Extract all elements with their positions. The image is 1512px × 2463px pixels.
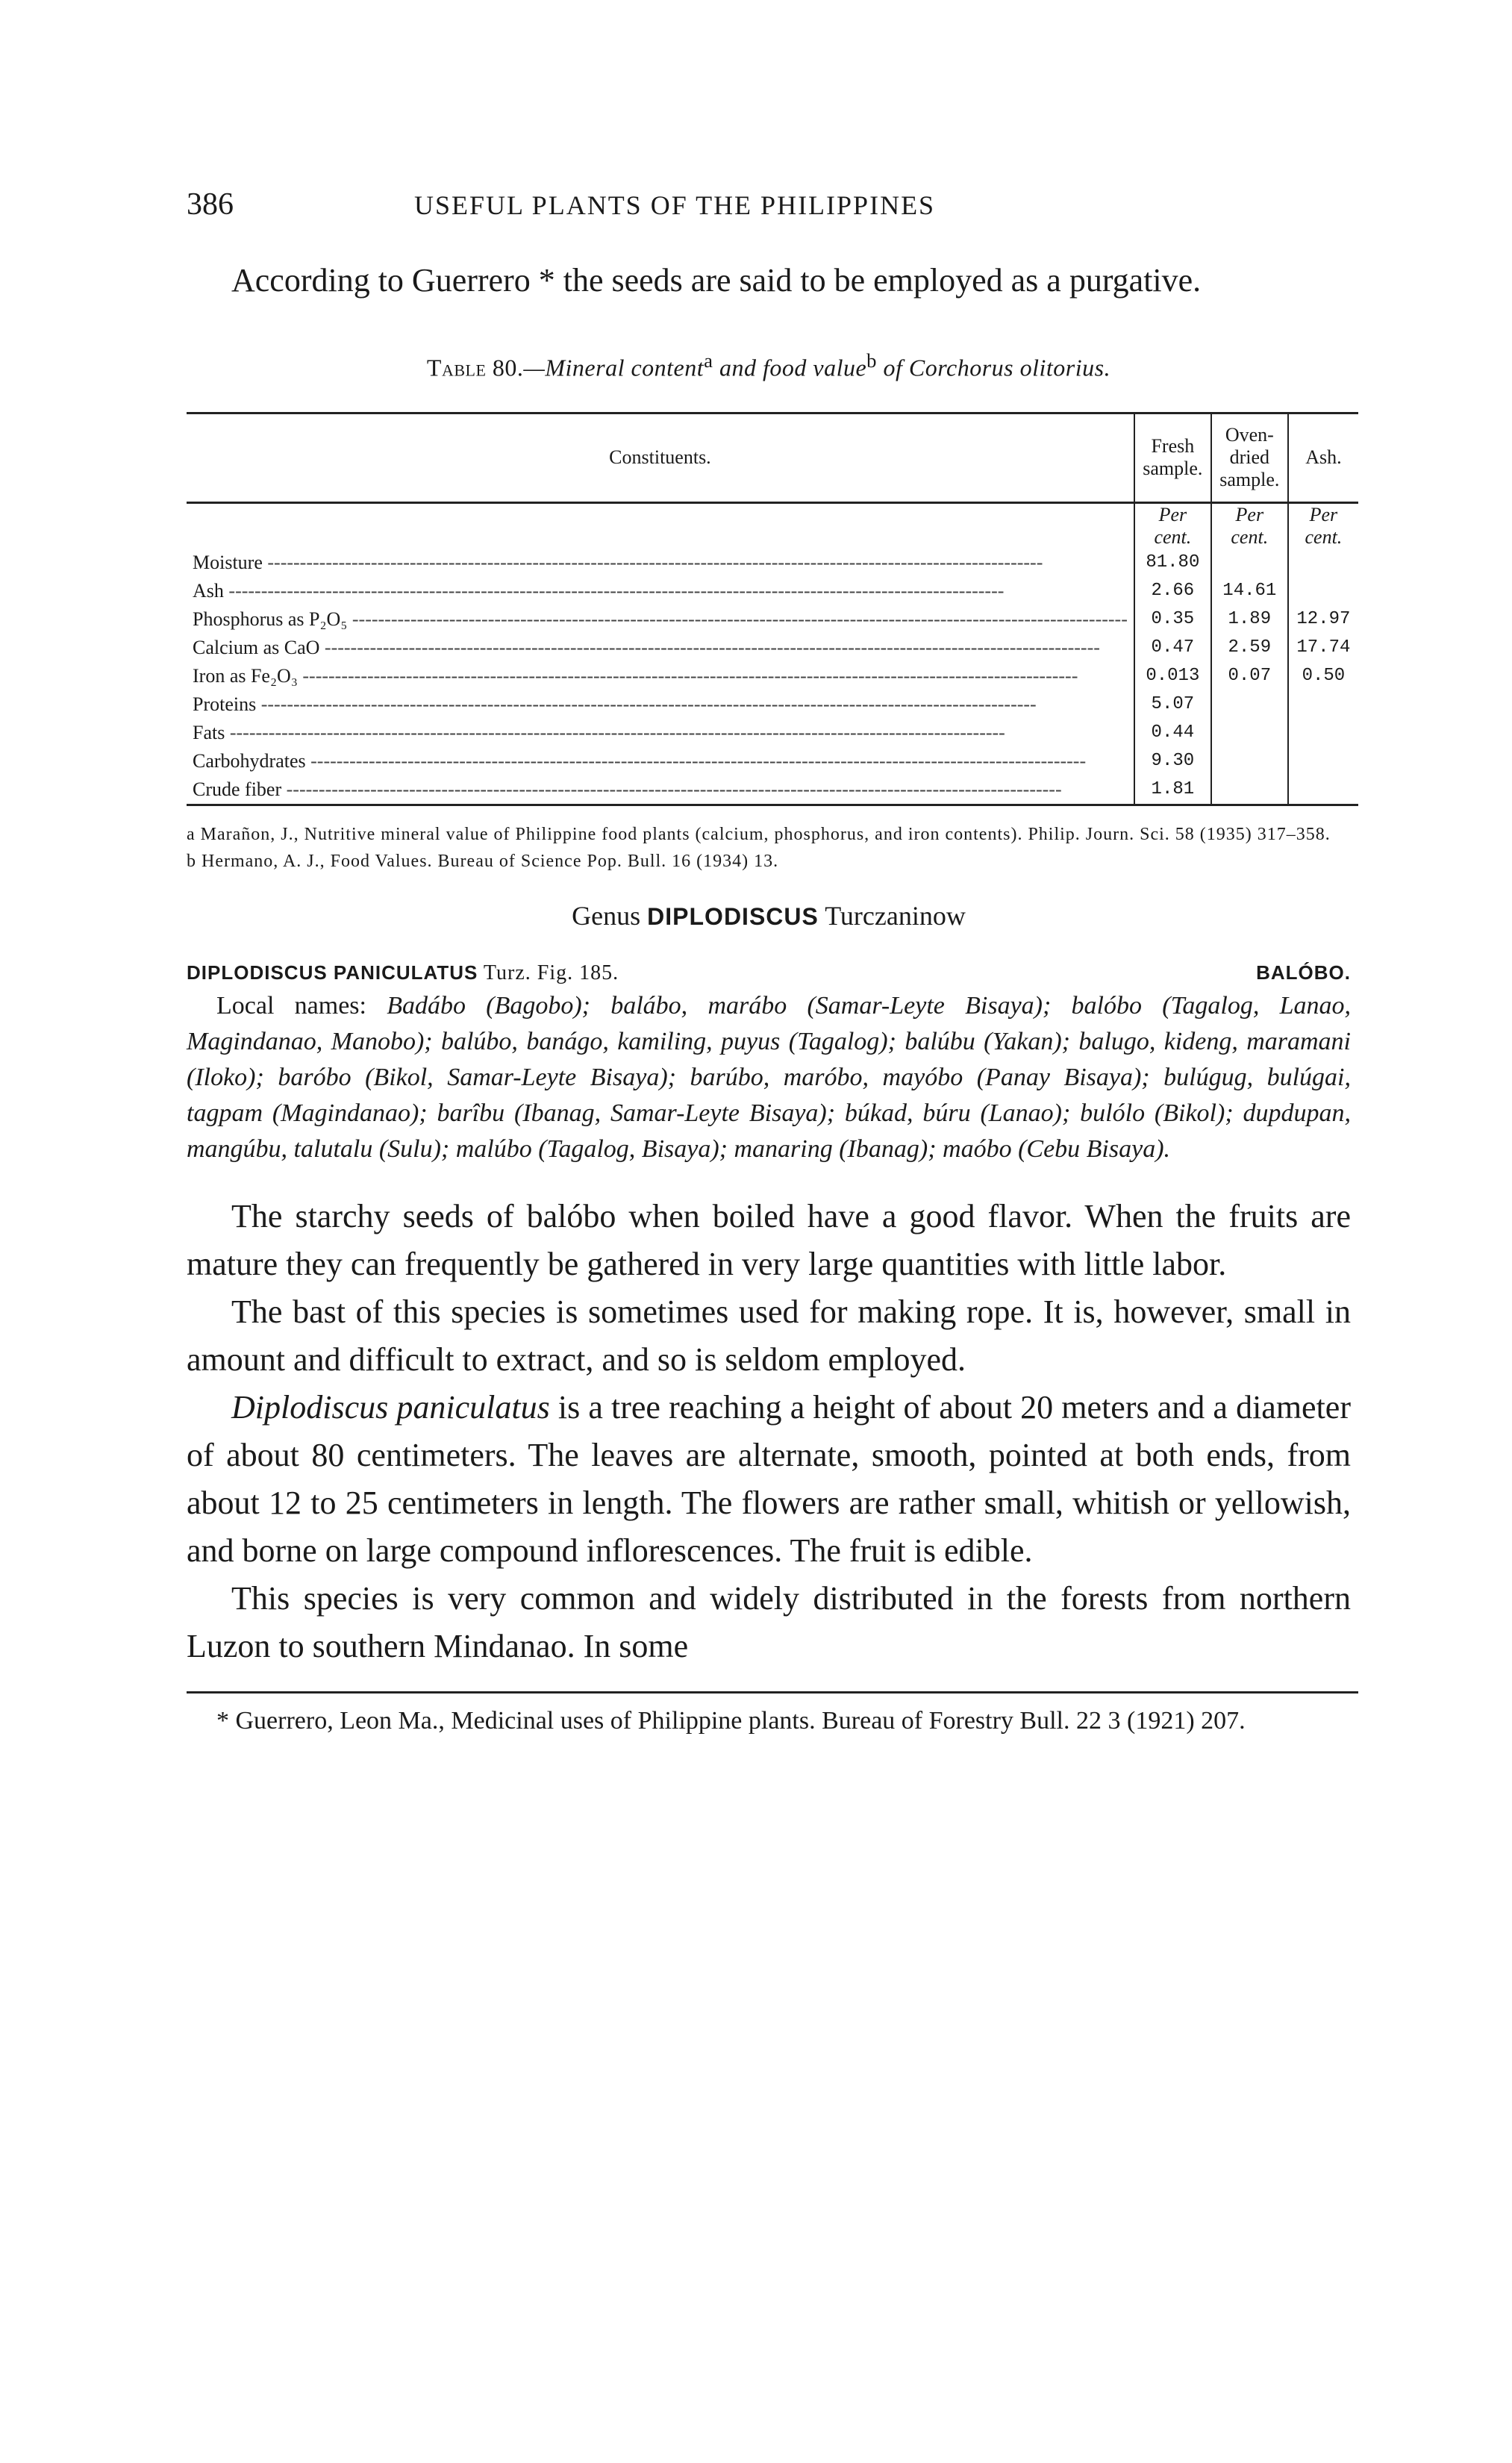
table-notes <box>187 821 1351 875</box>
table-caption-mid: and food value <box>713 354 867 381</box>
cell-fresh: 81.80 <box>1134 549 1211 577</box>
constituent-name: Carbohydrates <box>193 749 306 772</box>
cell-ash <box>1288 549 1358 577</box>
cell-oven <box>1211 719 1288 747</box>
mineral-content-table <box>187 412 1358 806</box>
dot-leader: ------------------------------------------------------------------------------------------------------------------------ <box>347 608 1128 630</box>
cell-oven: 0.07 <box>1211 662 1288 690</box>
cell-fresh: 0.013 <box>1134 662 1211 690</box>
local-names-text: Badábo (Bagobo); balábo, marábo (Samar-Leyte Bisaya); balóbo (Tagalog, Lanao, Magindanao, Manobo); balúbo, banágo, kamiling, puyus (Tagalog); balúbu (Yakan); balugo, kideng, maramani (Iloko); baróbo (Bikol, Samar-Leyte Bisaya); barúbo, maróbo, mayóbo (Panay Bisaya); bulúgug, bulúgai, tagpam (Magindanao); barîbu (Ibanag, Samar-Leyte Bisaya); búkad, búru (Lanao); bulólo (Bikol); dupdupan, mangúbu, talutalu (Sulu); malúbo (Tagalog, Bisaya); manaring (Ibanag); maóbo (Cebu Bisaya). <box>187 991 1351 1163</box>
body-paragraph-3 <box>187 1384 1351 1575</box>
cell-constituent <box>187 605 1134 634</box>
footnote-rule <box>187 1691 1358 1693</box>
cell-constituent <box>187 719 1134 747</box>
local-names-label: Local names: <box>216 991 387 1020</box>
table-row <box>187 747 1358 775</box>
unit-fresh: Per cent. <box>1134 502 1211 549</box>
table-caption-of: of <box>877 354 909 381</box>
cell-fresh: 5.07 <box>1134 690 1211 719</box>
cell-ash <box>1288 719 1358 747</box>
table-row <box>187 690 1358 719</box>
cell-ash: 17.74 <box>1288 634 1358 662</box>
genus-author: Turczaninow <box>818 900 966 931</box>
body-paragraph-3-species: Diplodiscus paniculatus <box>231 1388 550 1426</box>
cell-fresh: 9.30 <box>1134 747 1211 775</box>
constituent-name: Moisture <box>193 551 263 573</box>
header-oven-dried-sample: Oven-dried sample. <box>1211 413 1288 502</box>
table-note-a: a Marañon, J., Nutritive mineral value of Philippine food plants (calcium, phosphorus, and iron contents). Philip. Journ. Sci. 58 (1935) 317–358. <box>187 824 1331 844</box>
constituent-name: Ash <box>193 579 224 602</box>
table-caption-title: —Mineral content <box>523 354 705 381</box>
page <box>187 187 1351 1764</box>
table-row <box>187 605 1358 634</box>
table-caption-prefix: Table 80. <box>426 354 524 381</box>
species-common-name: BALÓBO. <box>1256 961 1351 984</box>
dot-leader: ------------------------------------------------------------------------------------------------------------------------ <box>225 721 1005 743</box>
cell-constituent <box>187 747 1134 775</box>
table-row <box>187 549 1358 577</box>
genus-heading <box>187 900 1351 931</box>
genus-name: DIPLODISCUS <box>647 902 819 930</box>
dot-leader: ------------------------------------------------------------------------------------------------------------------------ <box>305 749 1087 772</box>
cell-fresh: 0.35 <box>1134 605 1211 634</box>
constituent-name: Crude fiber <box>193 778 282 800</box>
cell-constituent <box>187 690 1134 719</box>
body-paragraph-3-rest: is a tree reaching a height of about 20 meters and a diameter of about 80 centimeters. The leaves are alternate, smooth, pointed at both ends, from about 12 to 25 centimeters in length. The flowers are rather small, whitish or yellowish, and borne on large compound inflorescences. The fruit is edible. <box>187 1388 1351 1569</box>
table-row <box>187 634 1358 662</box>
running-header <box>187 187 1351 231</box>
cell-fresh: 0.47 <box>1134 634 1211 662</box>
table-row <box>187 719 1358 747</box>
running-head-title: USEFUL PLANTS OF THE PHILIPPINES <box>414 190 936 220</box>
cell-fresh: 2.66 <box>1134 577 1211 605</box>
species-author-fig: Turz. Fig. 185. <box>483 961 619 984</box>
cell-constituent <box>187 577 1134 605</box>
cell-oven: 1.89 <box>1211 605 1288 634</box>
table-caption <box>187 349 1351 382</box>
table-units-row <box>187 502 1358 549</box>
cell-ash <box>1288 690 1358 719</box>
dot-leader: ------------------------------------------------------------------------------------------------------------------------ <box>281 778 1062 800</box>
dot-leader: ------------------------------------------------------------------------------------------------------------------------ <box>297 664 1078 687</box>
cell-constituent <box>187 662 1134 690</box>
table-caption-sup-b: b <box>866 349 877 372</box>
body-text <box>187 1193 1351 1670</box>
constituent-name: Calcium as CaO <box>193 636 320 658</box>
cell-constituent <box>187 634 1134 662</box>
table-caption-sup-a: a <box>704 349 713 372</box>
cell-ash <box>1288 747 1358 775</box>
unit-ash: Per cent. <box>1288 502 1358 549</box>
intro-paragraph: According to Guerrero * the seeds are said to be employed as a purgative. <box>231 262 1202 299</box>
table-row <box>187 775 1358 805</box>
header-constituents: Constituents. <box>187 413 1134 502</box>
body-paragraph-1: The starchy seeds of balóbo when boiled have a good flavor. When the fruits are mature they can frequently be gathered in very large quantities with little labor. <box>187 1197 1351 1282</box>
cell-oven <box>1211 690 1288 719</box>
constituent-name: Iron as Fe₂O₃ <box>193 664 298 687</box>
cell-oven: 2.59 <box>1211 634 1288 662</box>
cell-ash <box>1288 577 1358 605</box>
constituent-name: Proteins <box>193 693 257 715</box>
header-fresh-sample: Fresh sample. <box>1134 413 1211 502</box>
dot-leader: ------------------------------------------------------------------------------------------------------------------------ <box>256 693 1037 715</box>
dot-leader: ------------------------------------------------------------------------------------------------------------------------ <box>223 579 1005 602</box>
table-note-b: b Hermano, A. J., Food Values. Bureau of Science Pop. Bull. 16 (1934) 13. <box>187 851 779 871</box>
table-header-row <box>187 413 1358 502</box>
dot-leader: ------------------------------------------------------------------------------------------------------------------------ <box>319 636 1100 658</box>
header-ash: Ash. <box>1288 413 1358 502</box>
footnote: * Guerrero, Leon Ma., Medicinal uses of Philippine plants. Bureau of Forestry Bull. 22 3 (1921) 207. <box>216 1706 1246 1735</box>
unit-oven: Per cent. <box>1211 502 1288 549</box>
body-paragraph-2: The bast of this species is sometimes used for making rope. It is, however, small in amount and difficult to extract, and so is seldom employed. <box>187 1293 1351 1378</box>
constituent-name: Phosphorus as P₂O₅ <box>193 608 348 630</box>
species-name: DIPLODISCUS PANICULATUS <box>187 961 478 984</box>
table-caption-species: Corchorus olitorius. <box>908 354 1111 381</box>
local-names <box>187 988 1351 1167</box>
cell-oven <box>1211 549 1288 577</box>
cell-oven <box>1211 775 1288 805</box>
cell-oven <box>1211 747 1288 775</box>
cell-fresh: 0.44 <box>1134 719 1211 747</box>
table-row <box>187 662 1358 690</box>
cell-constituent <box>187 775 1134 805</box>
constituent-name: Fats <box>193 721 225 743</box>
body-paragraph-4: This species is very common and widely distributed in the forests from northern Luzon to southern Mindanao. In some <box>187 1579 1351 1664</box>
table-row <box>187 577 1358 605</box>
cell-oven: 14.61 <box>1211 577 1288 605</box>
page-number: 386 <box>187 187 234 222</box>
genus-prefix: Genus <box>572 900 648 931</box>
cell-ash: 0.50 <box>1288 662 1358 690</box>
dot-leader: ------------------------------------------------------------------------------------------------------------------------ <box>262 551 1043 573</box>
cell-ash: 12.97 <box>1288 605 1358 634</box>
cell-constituent <box>187 549 1134 577</box>
cell-fresh: 1.81 <box>1134 775 1211 805</box>
species-line <box>187 961 1351 985</box>
cell-ash <box>1288 775 1358 805</box>
